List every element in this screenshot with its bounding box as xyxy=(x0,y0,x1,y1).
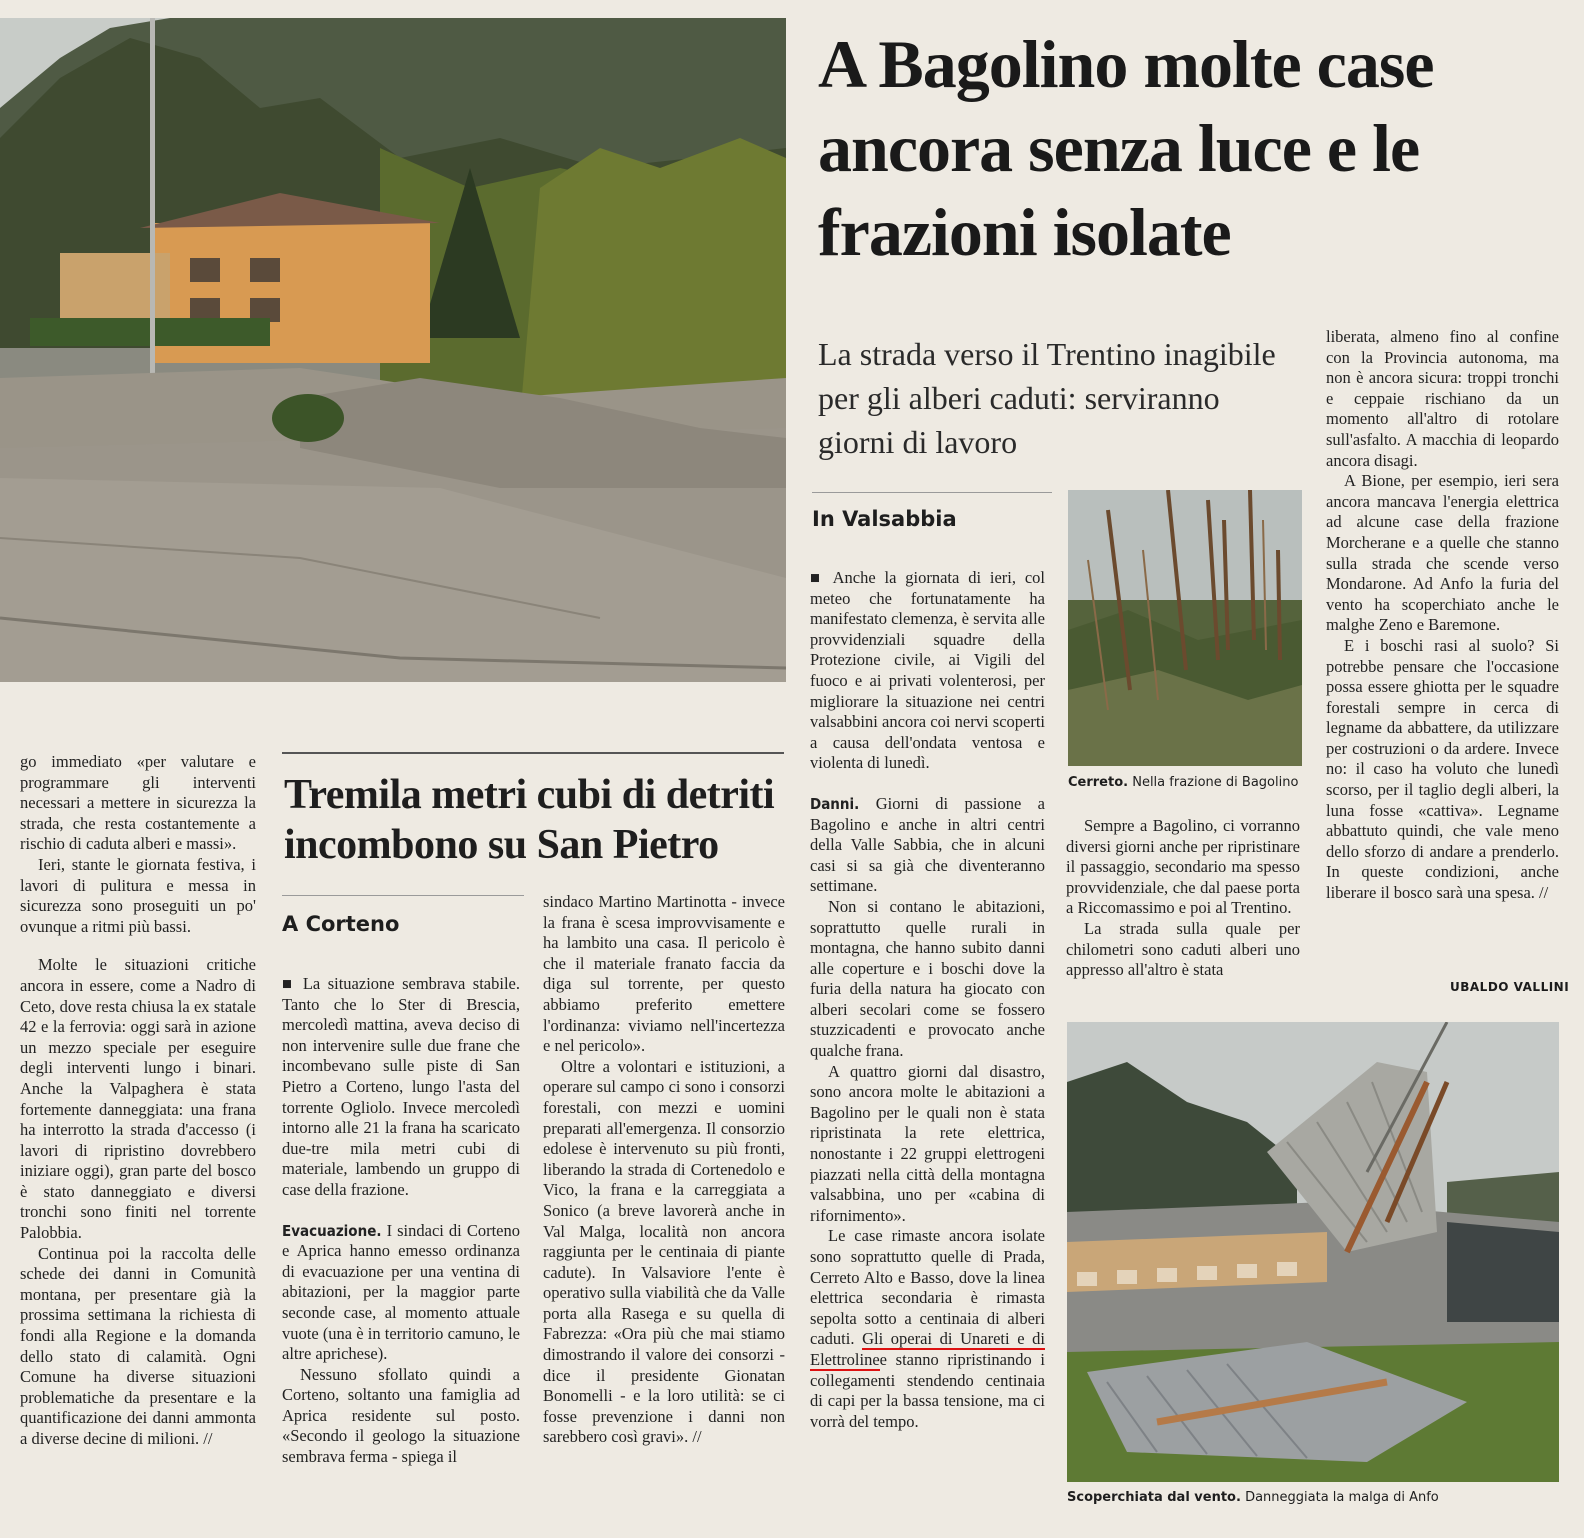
main-col1-p2-text: Giorni di passione a Bagolino e anche in altri centri della Valle Sabbia, che in alcuni casi si sa già che diventeranno settimane. xyxy=(810,793,1046,896)
main-col1-p5-end: e stanno ripristinando i collegamenti stendendo centinaia di capi per la bassa tensione, ma ci vorrà del tempo. xyxy=(810,1349,1045,1431)
main-article-col2 xyxy=(1066,816,1300,981)
caption-cerreto xyxy=(1068,775,1298,790)
left-col-p1: go immediato «per valutare e programmare gli interventi necessari a mettere in sicurezza la strada, che resta costantemente a rischio di caduta alberi e massi». xyxy=(20,752,256,854)
main-headline: A Bagolino molte case ancora senza luce e le frazioni isolate xyxy=(818,26,1434,270)
evacuazione-label: Evacuazione. xyxy=(282,1221,382,1240)
left-col-p2: Ieri, stante le giornata festiva, i lavori di pulitura e messa in sicurezza sono proseguiti un po' ovunque a ritmi più bassi. xyxy=(20,854,256,936)
left-col-p3: Molte le situazioni critiche ancora in essere, come a Nadro di Ceto, dove resta chiusa la ex statale 42 e la ferrovia: oggi sarà in azione un mezzo speciale per eseguire degli interventi lungo i binari. Anche la Valpaghera è stata fortemente danneggiata: una frana ha interrotto la strada d'accesso (i lavori di ripristino dovrebbero iniziare oggi), gran parte del bosco è stato danneggiato e diversi tronchi sono finiti nel torrente Palobbia. xyxy=(20,955,256,1243)
section-label-corteno: A Corteno xyxy=(282,912,400,936)
main-col1-p5 xyxy=(810,1226,1045,1432)
caption-anfo xyxy=(1067,1490,1439,1505)
underlined-text-operai: Gli operai di Unareti e di Elettroline xyxy=(810,1329,1046,1369)
photo-roof-blown-off xyxy=(1067,1022,1559,1482)
byline: UBALDO VALLINI xyxy=(1450,980,1570,994)
main-col2-p1: Sempre a Bagolino, ci vorranno diversi giorni anche per ripristinare il passaggio, secondario ma spesso provvidenziale, che dal paese porta a Riccomassimo e poi al Trentino. xyxy=(1066,816,1300,918)
corteno-col2-p1: sindaco Martino Martinotta - invece la frana è scesa improvvisamente e ha lambito una casa. Il pericolo è che il materiale franato faccia da diga sul torrente, per questo abbiamo preferito emettere l'ordinanza: viviamo nell'incertezza e nel pericolo». xyxy=(543,892,785,1056)
photo-cerreto-fallen-trees xyxy=(1068,490,1302,766)
main-col3-p2: A Bione, per esempio, ieri sera ancora mancava l'energia elettrica ad alcune case della frazione Morcherane e a quelle che stanno sulla strada che scende verso Mondarone. Ad Anfo la furia del vento ha scoperchiato anche le malghe Zeno e Baremone. xyxy=(1326,471,1559,635)
main-photo-landslide-village xyxy=(0,18,786,682)
main-col1-p4: A quattro giorni dal disastro, sono ancora molte le abitazioni a Bagolino per le quali non è stata ripristinata la rete elettrica, nonostante i 22 gruppi elettrogeni piazzati nella città della montagna valsabbina, uno per «cabina di rifornimento». xyxy=(810,1061,1045,1225)
corteno-col1-p2 xyxy=(282,1221,520,1365)
corteno-headline: Tremila metri cubi di detriti incombono su San Pietro xyxy=(284,772,775,868)
section-label-valsabbia: In Valsabbia xyxy=(812,507,957,531)
corteno-col1 xyxy=(282,974,520,1468)
caption-anfo-bold: Scoperchiata dal vento. xyxy=(1067,1490,1241,1505)
main-col1-p2 xyxy=(810,794,1045,897)
corteno-col1-p3: Nessuno sfollato quindi a Corteno, soltanto una famiglia ad Aprica residente sul posto. «Secondo il geologo la situazione sembrava ferma - spiega il xyxy=(282,1364,520,1467)
left-article-col xyxy=(20,752,256,1450)
corteno-col2 xyxy=(543,892,785,1448)
corteno-col2-p2: Oltre a volontari e istituzioni, a operare sul campo ci sono i consorzi forestali, con mezzi e uomini preparati all'emergenza. Il consorzio edolese è intervenuto su più fronti, liberando la strada di Cortenedolo e Vico, la frana e la carreggiata a Sonico (a breve lavorerà anche in Val Malga, località non ancora raggiunta per le centinaia di piante cadute). In Valsaviore l'ente è operativo sulla viabilità che da Valle porta alla Rasega e su quella di Fabrezza: «Ora più che mai stiamo dimostrando il valore dei consorzi - dice il presidente Gionatan Bonomelli - e la loro utilità: se ci fosse prevenzione i danni non sarebbero così gravi». // xyxy=(543,1056,785,1447)
caption-anfo-text: Danneggiata la malga di Anfo xyxy=(1240,1490,1439,1505)
main-col1-p3: Non si contano le abitazioni, soprattutto quelle rurali in montagna, che hanno subito danni alle coperture e i boschi dove la furia della natura ha giocato con alberi secolari come se fossero stuzzicadenti e provocato anche qualche frana. xyxy=(810,896,1045,1061)
main-col3-p1: liberata, almeno fino al confine con la Provincia autonoma, ma non è ancora sicura: troppi tronchi e ceppaie rischiano da un momento all'altro di rotolare sull'asfalto. A macchia di leopardo ancora disagi. xyxy=(1326,327,1559,470)
caption-cerreto-bold: Cerreto. xyxy=(1068,775,1129,790)
main-col1-p5-text: Le case rimaste ancora isolate sono soprattutto quelle di Prada, Cerreto Alto e Basso, dove la linea elettrica secondaria è rimasta sepolta sotto a centinaia di alberi caduti. xyxy=(810,1226,1045,1349)
left-col-p4: Continua poi la raccolta delle schede dei danni in Comunità montana, per presentare già la prossima settimana la richiesta di fondi alla Regione e la domanda dello stato di calamità. Ogni Comune ha diverse situazioni problematiche da presentare e la quantificazione dei danni ammonta a diverse decine di milioni. // xyxy=(20,1243,256,1448)
main-col2-p2: La strada sulla quale per chilometri sono caduti alberi uno appresso all'altro è stata xyxy=(1066,918,1300,980)
corteno-top-rule xyxy=(282,752,784,754)
caption-cerreto-text: Nella frazione di Bagolino xyxy=(1128,775,1299,790)
corteno-section-rule xyxy=(282,895,524,896)
main-col3-p3: E i boschi rasi al suolo? Si potrebbe pensare che l'occasione possa essere ghiotta per le squadre forestali sempre in cerca di legname da abbattere, da utilizzare per costruzioni o da ardere. Invece no: il caso ha voluto che lunedì scorso, per il taglio degli alberi, la luna fosse «cattiva». Legname abbattuto quindi, che vale meno dello sforzo di andare a prenderlo. In queste condizioni, anche liberare il bosco sarà una spesa. // xyxy=(1326,635,1559,903)
main-col1-p1: ■ Anche la giornata di ieri, col meteo che fortunatamente ha manifestato clemenza, è servita alle provvidenziali squadre della Protezione civile, ai Vigili del fuoco e ai privati volenterosi, per migliorare la situazione nei centri valsabbini ancora coi nervi scoperti a causa dell'ondata ventosa e violenta di lunedì. xyxy=(810,568,1046,773)
danni-label: Danni. xyxy=(810,794,860,813)
corteno-col1-p1: ■ La situazione sembrava stabile. Tanto che lo Ster di Brescia, mercoledì mattina, aveva deciso di non intervenire sulle due frane che incombevano sulle piste di San Pietro a Corteno, lungo l'asta del torrente Ogliolo. Invece mercoledì intorno alle 21 la frana ha scaricato due-tre mila metri cubi di materiale, lambendo un gruppo di case della frazione. xyxy=(282,974,520,1199)
section-rule-valsabbia xyxy=(812,492,1052,493)
main-subheadline: La strada verso il Trentino inagibile per gli alberi caduti: serviranno giorni di lavoro xyxy=(818,336,1276,460)
main-article-col3 xyxy=(1326,327,1559,904)
corteno-col1-p2-text: I sindaci di Corteno e Aprica hanno emesso ordinanza di evacuazione per una ventina di abitazioni, per la maggior parte seconde case, al momento attuale vuote (una è in territorio camuno, le altre aprichese). xyxy=(282,1220,520,1364)
main-article-col1 xyxy=(810,568,1045,1432)
